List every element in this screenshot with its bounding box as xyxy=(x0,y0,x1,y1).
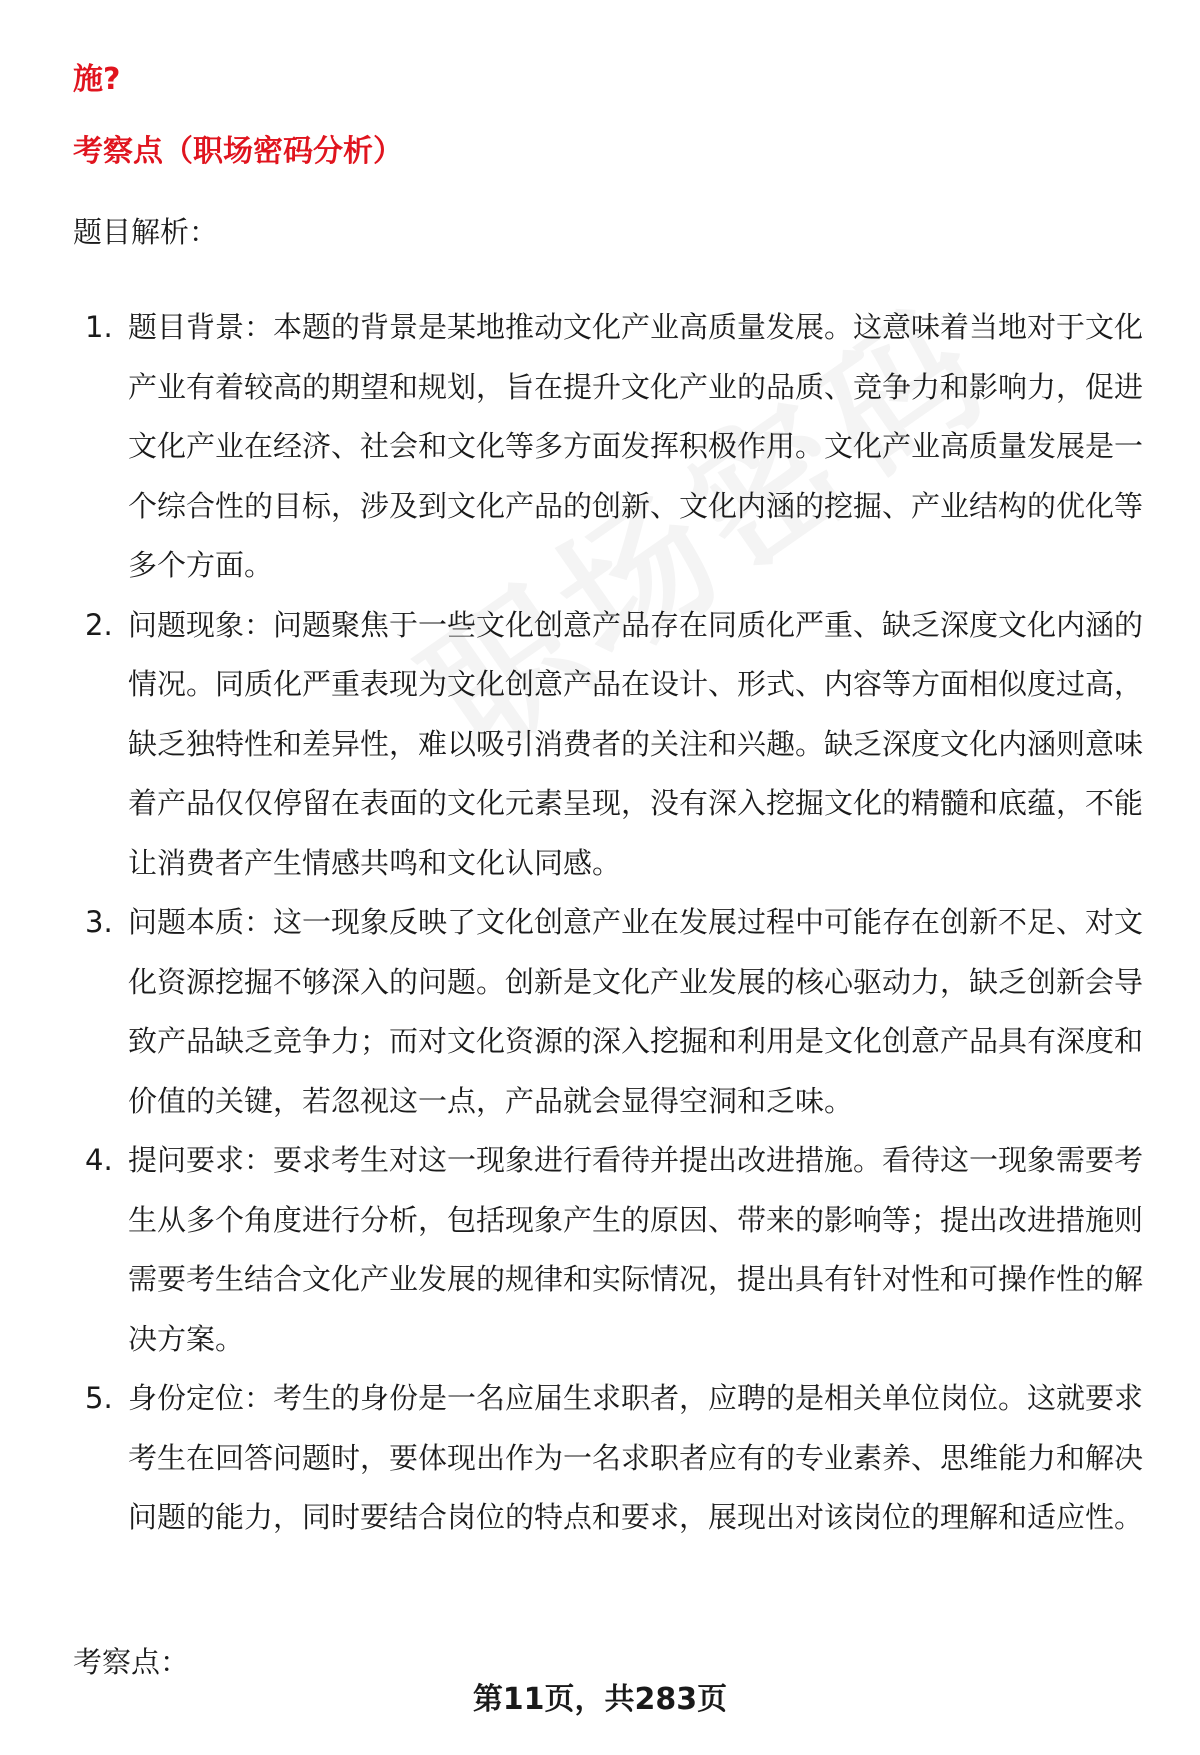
analysis-item-phenomenon xyxy=(73,596,1143,894)
item-number: 2. xyxy=(85,607,113,642)
analysis-item-essence xyxy=(73,893,1143,1131)
continued-question-text: 施? xyxy=(73,62,121,97)
focus-label: 考察点： xyxy=(73,1645,190,1679)
analysis-item-requirement xyxy=(73,1131,1143,1369)
item-number: 4. xyxy=(85,1143,113,1177)
analysis-item-background xyxy=(73,298,1143,596)
item-number: 5. xyxy=(85,1381,113,1415)
item-number: 3. xyxy=(85,905,113,939)
analysis-item-identity xyxy=(73,1369,1143,1548)
item-text: 问题本质：这一现象反映了文化创意产业在发展过程中可能存在创新不足、对文化资源挖掘不够深入的问题。创新是文化产业发展的核心驱动力，缺乏创新会导致产品缺乏竞争力；而对文化资源的深入挖掘和利用是文化创意产品具有深度和价值的关键，若忽视这一点，产品就会显得空洞和乏味。 xyxy=(128,905,1144,1118)
analysis-list xyxy=(73,298,1143,1548)
item-number: 1. xyxy=(85,310,113,344)
item-text: 提问要求：要求考生对这一现象进行看待并提出改进措施。看待这一现象需要考生从多个角度进行分析，包括现象产生的原因、带来的影响等；提出改进措施则需要考生结合文化产业发展的规律和实际情况，提出具有针对性和可操作性的解决方案。 xyxy=(128,1143,1144,1356)
analysis-label: 题目解析： xyxy=(73,215,219,249)
item-text: 身份定位：考生的身份是一名应届生求职者，应聘的是相关单位岗位。这就要求考生在回答问题时，要体现出作为一名求职者应有的专业素养、思维能力和解决问题的能力，同时要结合岗位的特点和要求，展现出对该岗位的理解和适应性。 xyxy=(128,1381,1144,1534)
item-text: 问题现象：问题聚焦于一些文化创意产品存在同质化严重、缺乏深度文化内涵的情况。同质化严重表现为文化创意产品在设计、形式、内容等方面相似度过高，缺乏独特性和差异性，难以吸引消费者的关注和兴趣。缺乏深度文化内涵则意味着产品仅仅停留在表面的文化元素呈现，没有深入挖掘文化的精髓和底蕴，不能让消费者产生情感共鸣和文化认同感。 xyxy=(128,607,1144,880)
item-text: 题目背景：本题的背景是某地推动文化产业高质量发展。这意味着当地对于文化产业有着较高的期望和规划，旨在提升文化产业的品质、竞争力和影响力，促进文化产业在经济、社会和文化等多方面发挥积极作用。文化产业高质量发展是一个综合性的目标，涉及到文化产品的创新、文化内涵的挖掘、产业结构的优化等多个方面。 xyxy=(128,310,1144,582)
page-number-footer: 第11页，共283页 xyxy=(472,1682,728,1717)
focus-heading: 考察点（职场密码分析） xyxy=(73,134,403,169)
